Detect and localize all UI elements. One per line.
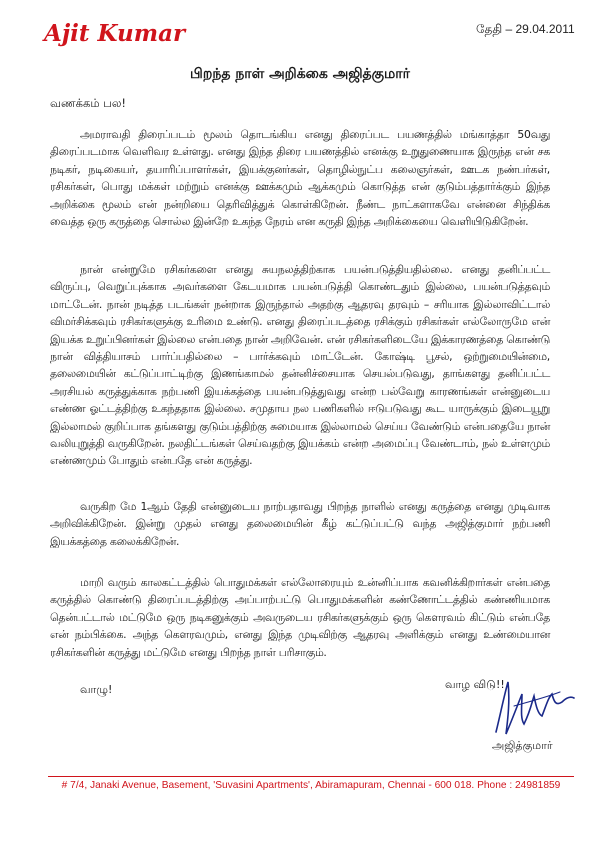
handwritten-signature <box>478 676 578 738</box>
paragraph-1: அமராவதி திரைப்படம் மூலம் தொடங்கிய எனது திரைப்பட பயணத்தில் மங்காத்தா 50வது திரைப்படமாக வெளிவர உள்ளது. எனது இந்த திரை பயணத்தில் எனக்கு உறுதுணையாக இருந்த என் சக நடிகர், நடிகையர், தயாரிப்பாளர்கள், இயக்குனர்கள், தொழில்நுட்ப கலைஞர்கள், ஊடக நண்பர்கள், ரசிகர்கள், பொது மக்கள் மற்றும் எனக்கு ஊக்கமும் ஆக்கமும் கொடுத்த என் குடும்பத்தார்க்கும் இந்த அறிக்கை மூலம் என் நன்றியை தெரிவித்துக் கொள்கிறேன். நீண்ட நாட்களாகவே என்னை சிந்திக்க வைத்த ஒரு கருத்தை சொல்ல இன்றே உகந்த நேரம் என கருதி இந்த அறிக்கையை வெளியிடுகிறேன். <box>50 128 550 229</box>
paragraph-3: வருகிற மே 1ஆம் தேதி என்னுடைய நாற்பதாவது பிறந்த நாளில் எனது கருத்தை எனது முடிவாக அறிவிக்கிறேன். இன்று முதல் எனது தலைமையின் கீழ் கட்டுப்பட்டு வந்த அஜித்குமார் நற்பணி இயக்கத்தை கலைக்கிறேன். <box>50 500 550 548</box>
letter-title: பிறந்த நாள் அறிக்கை அஜித்குமார் <box>190 66 410 82</box>
letterhead-name: Ajit Kumar <box>44 20 186 47</box>
salutation: வணக்கம் பல! <box>50 96 126 110</box>
closing-left: வாழு! <box>80 683 113 696</box>
closing-right: வாழ விடு!! <box>445 678 505 691</box>
footer-divider <box>48 776 574 777</box>
footer-address: # 7/4, Janaki Avenue, Basement, 'Suvasini Apartments', Abiramapuram, Chennai - 600 018. Phone : 24981859 <box>61 780 561 791</box>
paragraph-4: மாறி வரும் காலகட்டத்தில் பொதுமக்கள் எல்லோரையும் உன்னிப்பாக கவனிக்கிறார்கள் என்பதை கருத்தில் கொண்டு திரைப்படத்திற்கு அப்பாற்பட்டு பொதுமக்களின் கண்ணோட்டத்தில் கண்ணியமாக தென்பட்டால் மட்டுமே ஒரு நடிகனுக்கும் அவருடைய ரசிகர்களுக்கும் ஒரு கௌரவம் கிட்டும் என்பதே என் நம்பிக்கை. அந்த கௌரவமும், எனது இந்த முடிவிற்கு ஆதரவு அளிக்கும் எனது உண்மையான ரசிகர்களின் கருத்து மட்டுமே எனது பிறந்த நாள் பரிசாகும். <box>50 576 550 659</box>
date-line: தேதி – 29.04.2011 <box>476 22 575 36</box>
paragraph-2: நான் என்றுமே ரசிகர்களை எனது சுயநலத்திற்காக பயன்படுத்தியதில்லை. எனது தனிப்பட்ட விருப்பு, வெறுப்புக்காக அவர்களை கேடயமாக பயன்படுத்தி கொண்டதும் இல்லை, பயன்படுத்தவும் மாட்டேன். நான் நடித்த படங்கள் நன்றாக இருந்தால் அதற்கு ஆதரவு தரவும் – சரியாக இல்லாவிட்டால் விமர்சிக்கவும் ரசிகர்களுக்கு உரிமை உண்டு. எனது திரைப்படத்தை ரசிக்கும் ரசிகர்கள் எல்லோருமே என் இயக்க உறுப்பினர்கள் இல்லை என்பதை நான் அறிவேன். என் ரசிகர்களிடையே இக்காரணத்தை கொண்டு நான் வித்தியாசம் பார்ப்பதில்லை – பார்க்கவும் மாட்டேன். கோஷ்டி பூசல், ஒற்றுமையின்மை, தலைமையின் கட்டுப்பாட்டிற்கு இணங்காமல் தன்னிச்சையாக செயல்படுவது, தாங்களது தனிப்பட்ட அரசியல் கருத்துக்காக நற்பணி இயக்கத்தை பயன்படுத்துவது என்ற பல்வேறு காரணங்கள் என்னுடைய எண்ண ஓட்டத்திற்கு உகந்ததாக இல்லை. சமுதாய நல பணிகளில் ஈடுபடுவது கூட யாருக்கும் இடையூறு இல்லாமல் குறிப்பாக தங்களது குடும்பத்திற்கு சுமையாக இல்லாமல் செய்ய வேண்டும் என்பதையே நான் வலியுறுத்தி வருகிறேன். நலதிட்டங்கள் செய்வதற்கு இயக்கம் என்ற அமைப்பு வேண்டாம், நல் உள்ளமும் எண்ணமும் போதும் என்பதே என் கருத்து. <box>50 263 550 468</box>
signer-name: அஜித்குமார் <box>492 739 553 752</box>
